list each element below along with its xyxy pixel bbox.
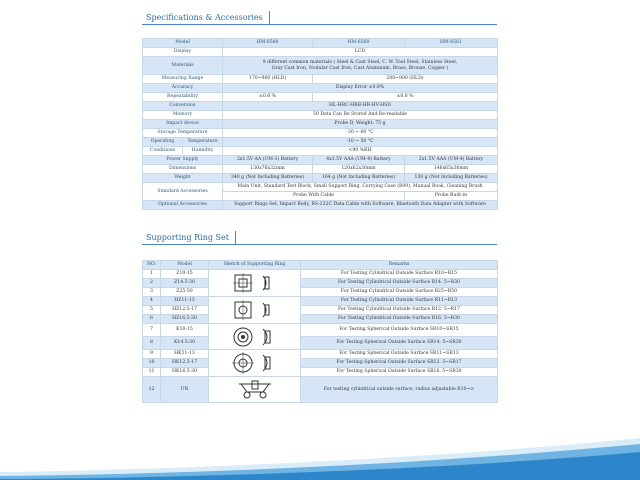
row-label: Display (143, 48, 223, 57)
row-model: HK11-13 (161, 350, 209, 359)
row-value: 200~900 (HLD) (313, 75, 498, 84)
row-value: HL-HRC-HRB-HB-HV-HSD (223, 102, 498, 111)
row-label: Memory (143, 111, 223, 120)
row-no: 9 (143, 350, 161, 359)
specs-header-row (143, 39, 498, 48)
row-value: ±0.8 % (313, 93, 498, 102)
row-model: UN (161, 377, 209, 403)
row-label: Standard Accessories (143, 183, 223, 201)
supporting-ring-table (142, 260, 498, 403)
row-value: 4x1.5V AAA (UM-4) Battery (313, 156, 405, 165)
row-value: 130x76x32mm (223, 165, 313, 174)
header-model: Model (161, 261, 209, 270)
row-remark: For Testing Spherical Outside Surface SR10~SR15 (301, 324, 498, 337)
row-value: -30 ~ 60 °C (223, 129, 498, 138)
table-row (143, 288, 498, 297)
row-remark: For Testing Spherical Outside Surface SR11~SR13 (301, 350, 498, 359)
conditions-label: Conditions (143, 148, 183, 153)
header-model: Model (143, 39, 223, 48)
table-row (143, 315, 498, 324)
universal-ring-icon (225, 378, 285, 402)
decorative-wave (0, 430, 640, 480)
row-label: Conversion (143, 102, 223, 111)
header-remarks: Remarks (301, 261, 498, 270)
row-value (223, 57, 498, 75)
row-value: 50 Data Can Be Stored And Re-readable (223, 111, 498, 120)
rings-header-row (143, 261, 498, 270)
row-label: Measuring Range (143, 75, 223, 84)
row-value: 164 g (Not Including Batteries) (313, 174, 405, 183)
table-row (143, 377, 498, 403)
sketch-cell (209, 270, 301, 297)
table-row (143, 297, 498, 306)
table-row (143, 337, 498, 350)
row-no: 3 (143, 288, 161, 297)
row-conversion (143, 102, 498, 111)
row-label: Storage Temperature (143, 129, 223, 138)
row-accuracy (143, 84, 498, 93)
row-value: Probe Built-in (405, 192, 498, 201)
spherical-ring-small-icon (225, 351, 285, 375)
table-row (143, 279, 498, 288)
row-value: Probe With Cable (223, 192, 405, 201)
row-model: Z14.5-30 (161, 279, 209, 288)
row-label: Materials (143, 57, 223, 75)
row-no: 2 (143, 279, 161, 288)
row-value: ±0.6 % (223, 93, 313, 102)
row-memory (143, 111, 498, 120)
row-model: HK16.5-30 (161, 368, 209, 377)
row-power-supply (143, 156, 498, 165)
row-remark: For Testing Spherical Outside Surface SR16. 5~SR30 (301, 368, 498, 377)
row-model: HZ12.5-17 (161, 306, 209, 315)
row-remark: For Testing Cylindrical Outside Surface R14. 5~R30 (301, 279, 498, 288)
row-model: Z25-50 (161, 288, 209, 297)
table-row (143, 270, 498, 279)
materials-line-1: 9 different common materials ( Steel & Cast Steel, C. W. Tool Steel, Stainless Steel, (262, 60, 458, 66)
row-remark: For Testing Cylindrical Outside Surface R16. 5~R30 (301, 315, 498, 324)
sketch-cell (209, 377, 301, 403)
header-hm6580: HM-6580 (223, 39, 313, 48)
row-no: 7 (143, 324, 161, 337)
header-hm6560: HM-6560 (313, 39, 405, 48)
row-remark: For Testing Cylindrical Outside Surface R10~R15 (301, 270, 498, 279)
row-label (143, 147, 223, 156)
row-no: 4 (143, 297, 161, 306)
row-value: -10 ~ 50 °C (223, 138, 498, 147)
row-storage-temperature (143, 129, 498, 138)
row-value: 130 g (Not Including Batteries) (405, 174, 498, 183)
row-no: 6 (143, 315, 161, 324)
materials-line-2: Gray Cast Iron, Nodular Cast Iron, Cast Aluminum, Brass, Bronze, Copper ) (271, 65, 449, 71)
row-label: Impact device (143, 120, 223, 129)
header-hm6561: HM-6561 (405, 39, 498, 48)
sketch-cell (209, 350, 301, 377)
row-remark: For Testing Cylindrical Outside Surface R12. 5~R17 (301, 306, 498, 315)
table-row (143, 324, 498, 337)
row-remark: For Testing Spherical Outside Surface SR12. 5~SR17 (301, 359, 498, 368)
table-row (143, 306, 498, 315)
table-row (143, 368, 498, 377)
row-value: 2x1.5V AAA (UM-4) Battery (405, 156, 498, 165)
row-model: HZ16.5-30 (161, 315, 209, 324)
row-label: Weight (143, 174, 223, 183)
row-model: K10-15 (161, 324, 209, 337)
row-no: 8 (143, 337, 161, 350)
row-conditions-humidity (143, 147, 498, 156)
row-label: Accuracy (143, 84, 223, 93)
row-no: 12 (143, 377, 161, 403)
table-row (143, 350, 498, 359)
row-impact-device (143, 120, 498, 129)
header-sketch: Sketch of Supporting Ring (209, 261, 301, 270)
row-standard-accessories (143, 183, 498, 192)
cylindrical-ring-small-icon (225, 299, 285, 321)
header-no: NO. (143, 261, 161, 270)
row-value: 120x62x30mm (313, 165, 405, 174)
row-no: 1 (143, 270, 161, 279)
row-label (143, 138, 223, 147)
sketch-cell (209, 297, 301, 324)
humidity-label: Humidity (191, 148, 214, 154)
row-weight (143, 174, 498, 183)
specs-section-title: Specifications & Accessories (142, 11, 270, 25)
row-remark: For Testing Cylindrical Outside Surface R11~R13 (301, 297, 498, 306)
rings-section-title: Supporting Ring Set (142, 231, 236, 245)
row-materials (143, 57, 498, 75)
row-remark: For Testing Cylindrical Outside Surface R25~R50 (301, 288, 498, 297)
row-value: 340 g (Not Including Batteries) (223, 174, 313, 183)
cylindrical-ring-icon (225, 272, 285, 294)
row-value: Main Unit, Standard Test Block, Small Support Ring, Carrying Case (B09), Manual Book, Cleaning Brush (223, 183, 498, 192)
row-repeatability (143, 93, 498, 102)
row-value: 146x65x36mm (405, 165, 498, 174)
row-display (143, 48, 498, 57)
specifications-table (142, 38, 498, 210)
row-label: Dimensions (143, 165, 223, 174)
row-no: 10 (143, 359, 161, 368)
row-label: Optional Accessories (143, 201, 223, 210)
row-remark: For testing cylindrical outside surface, radius adjustable R10~∞ (301, 377, 498, 403)
row-value: LCD (223, 48, 498, 57)
row-remark: For Testing Spherical Outside Surface SR14. 5~SR30 (301, 337, 498, 350)
temperature-label: Temperature (187, 139, 218, 145)
operating-label: Operating (143, 139, 183, 144)
row-model: HZ11-13 (161, 297, 209, 306)
row-no: 5 (143, 306, 161, 315)
row-value: Probe D, Weight: 75 g (223, 120, 498, 129)
row-value: 170~960 (HLD) (223, 75, 313, 84)
row-value: Display Error ±0.8% (223, 84, 498, 93)
sketch-cell (209, 324, 301, 350)
row-operating-temperature (143, 138, 498, 147)
spherical-ring-icon (225, 325, 285, 349)
row-optional-accessories (143, 201, 498, 210)
row-measuring-range (143, 75, 498, 84)
row-value: Support Rings Set, Impact Body, RS-232C Data Cable with Software, Bluetooth Data Adapter with Software (223, 201, 498, 210)
row-model: HK12.5-17 (161, 359, 209, 368)
row-model: K14.5-30 (161, 337, 209, 350)
row-label: Power Supply (143, 156, 223, 165)
row-no: 11 (143, 368, 161, 377)
row-value: <90 %RH (223, 147, 498, 156)
row-dimensions (143, 165, 498, 174)
table-row (143, 359, 498, 368)
row-label: Repeatability (143, 93, 223, 102)
row-value: 2x1.5V AA (UM-3) Battery (223, 156, 313, 165)
row-model: Z10-15 (161, 270, 209, 279)
